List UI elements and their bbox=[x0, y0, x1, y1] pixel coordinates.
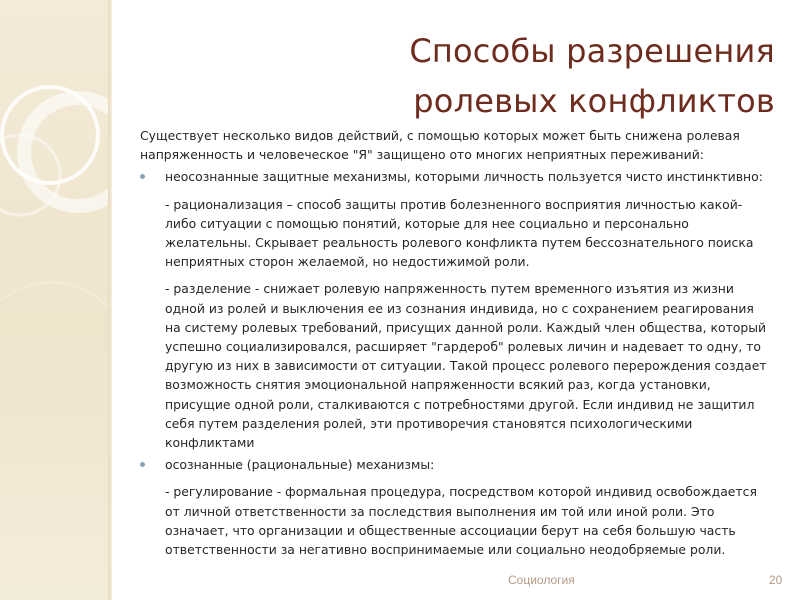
intro-paragraph bbox=[140, 126, 772, 164]
page-number: 20 bbox=[769, 573, 783, 587]
slide-title-line-1: Способы разрешения bbox=[409, 32, 775, 70]
round-bullet-icon bbox=[140, 174, 145, 179]
side-panel-edge bbox=[108, 0, 112, 600]
sub-paragraph-text: - рационализация – способ защиты против болезненного восприятия личностью какой-либо ситуации с помощью понятий, которые для нее социально и персонально желательны. Скрывает реальность ролевого конфликта путем бессознательного поиска неприятных сторон желаемой, но недостижимой роли. bbox=[165, 196, 754, 270]
round-bullet-icon bbox=[140, 462, 145, 467]
bullet-label: осознанные (рациональные) механизмы: bbox=[165, 457, 435, 473]
sub-paragraph bbox=[140, 279, 772, 452]
list-item bbox=[140, 455, 772, 474]
decorative-side-panel bbox=[0, 0, 112, 600]
slide-title-line-2: ролевых конфликтов bbox=[413, 82, 775, 120]
slide-title bbox=[330, 26, 775, 126]
sub-paragraph bbox=[140, 482, 772, 559]
sub-paragraph bbox=[140, 195, 772, 272]
bullet-label: неосознанные защитные механизмы, которыми личность пользуется чисто инстинктивно: bbox=[165, 169, 763, 185]
list-item bbox=[140, 167, 772, 186]
footer-title: Социология bbox=[508, 573, 575, 587]
intro-text: Существует несколько видов действий, с помощью которых может быть снижена ролевая напряженность и человеческое "Я" защищено ото многих неприятных переживаний: bbox=[140, 128, 740, 163]
decorative-rings bbox=[0, 0, 112, 600]
sub-paragraph-text: - разделение - снижает ролевую напряженность путем временного изъятия из жизни одной из ролей и выключения ее из сознания индивида, но с сохранением реагирования на систему ролевых требований, присущих данной роли. Каждый член общества, который успешно социализировался, расширяет "гардероб" ролевых личин и надевает то одну, то другую из них в зависимости от ситуации. Такой процесс ролевого перерождения создает возможность снятия эмоциональной напряженности всякий раз, когда установки, присущие одной роли, сталкиваются с потребностями другой. Если индивид не защитил себя путем разделения ролей, эти противоречия становятся психологическими конфликтами bbox=[165, 281, 767, 451]
slide-content bbox=[140, 126, 772, 559]
sub-paragraph-text: - регулирование - формальная процедура, посредством которой индивид освобождается от личной ответственности за последствия выполнения им той или иной роли. Это означает, что организации и общественные ассоциации берут на себя большую часть ответственности за негативно воспринимаемые или социально неодобряемые роли. bbox=[165, 484, 757, 558]
